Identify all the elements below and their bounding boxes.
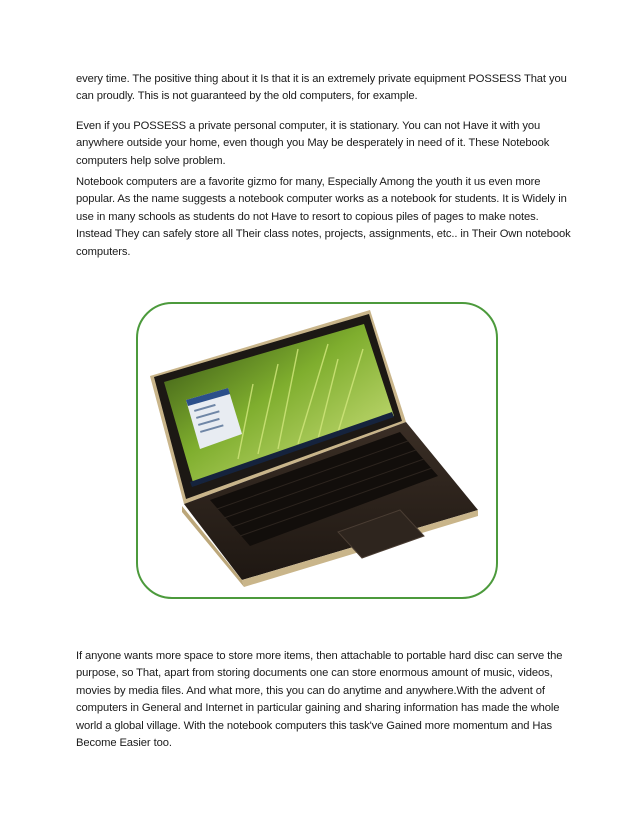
paragraph-3: Notebook computers are a favorite gizmo for many, Especially Among the youth it us even more popular. As the name suggests a notebook computer works as a notebook for students. It is Widely in use in many schools as students do not Have to resort to copious piles of pages to make notes. Instead They can safely store all Their class notes, projects, assignments, etc.. in Their Own notebook computers. [76,176,571,258]
paragraph-4: If anyone wants more space to store more items, then attachable to portable hard disc can serve the purpose, so That, apart from storing documents one can store enormous amount of music, videos, movies by media files. And what more, this you can do anytime and anywhere.With the advent of computers in General and Internet in particular gaining and sharing information has made the whole world a global village. With the notebook computers this task've Gained more momentum and Has Become Easier too. [76,650,563,750]
laptop-figure [136,302,498,599]
paragraph-1: every time. The positive thing about it Is that it is an extremely private equipment POSSESS That you can proudly. This is not guaranteed by the old computers, for example. [76,73,567,103]
paragraph-2: Even if you POSSESS a private personal computer, it is stationary. You can not Have it with you anywhere outside your home, even though you May be desperately in need of it. These Notebook computers help solve problem. [76,120,550,167]
laptop-illustration [138,304,496,597]
